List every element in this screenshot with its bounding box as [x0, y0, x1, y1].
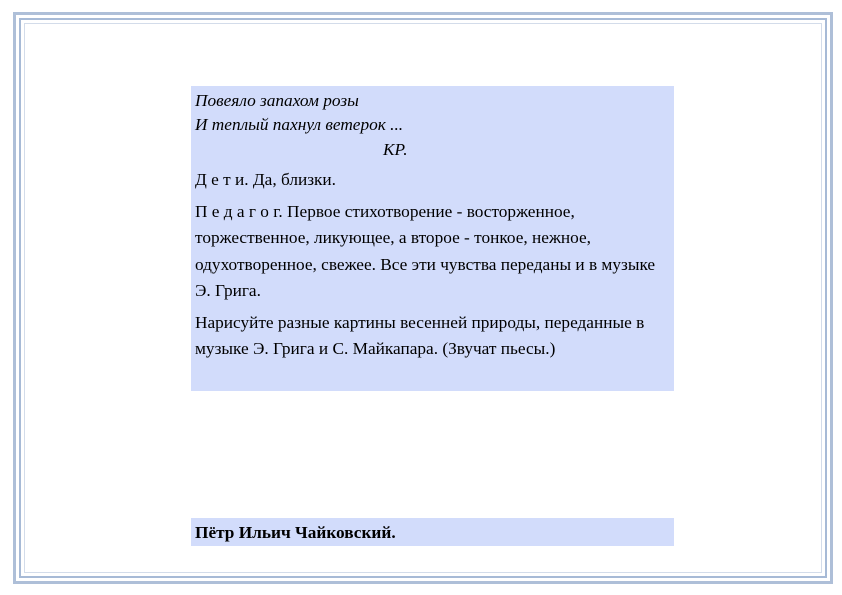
paragraph-task: Нарисуйте разные картины весенней природы, переданные в музыке Э. Грига и С. Майкапара. (Звучат пьесы.) [195, 312, 645, 358]
poem-line-1: Повеяло запахом розы [195, 91, 359, 110]
poem-signature: КР. [383, 140, 408, 159]
main-text-block [191, 86, 674, 391]
paragraph-teacher: П е д а г о г. Первое стихотворение - восторженное, торжественное, ликующее, а второе - тонкое, нежное, одухотворенное, свежее. Все эти чувства переданы и в музыке Э. Грига. [195, 201, 656, 300]
poem-line-2: И теплый пахнул ветерок ... [195, 115, 404, 134]
footer-title: Пётр Ильич Чайковский. [191, 518, 674, 546]
paragraph-children-reply: Д е т и. Да, близки. [195, 170, 336, 189]
